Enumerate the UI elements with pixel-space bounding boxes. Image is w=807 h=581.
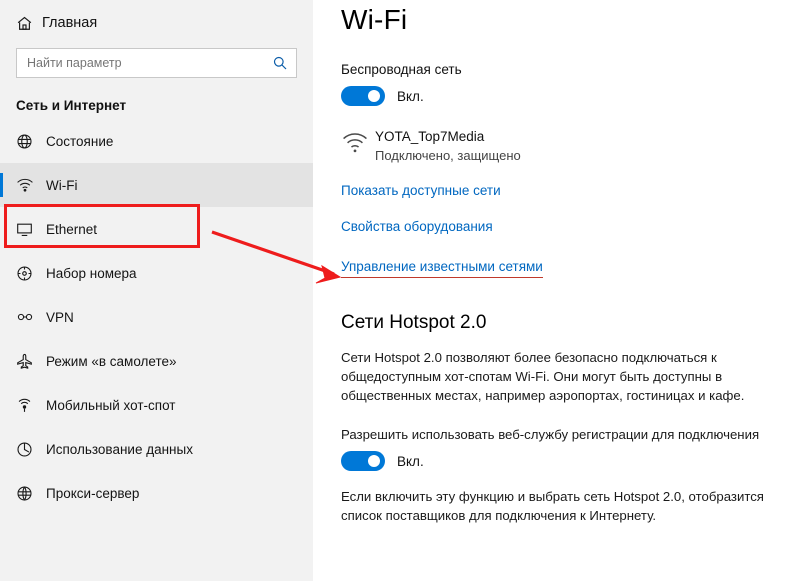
sidebar-item-label: Ethernet [46, 221, 98, 237]
search-container [16, 48, 297, 78]
wireless-toggle-row [341, 86, 807, 106]
search-box[interactable] [16, 48, 297, 78]
show-available-networks-link[interactable]: Показать доступные сети [341, 183, 501, 198]
hotspot-toggle-state: Вкл. [397, 453, 424, 469]
network-name: YOTA_Top7Media [375, 129, 485, 144]
sidebar-item-label: Прокси-сервер [46, 485, 140, 501]
wifi-icon [16, 177, 46, 193]
hotspot-paragraph-1: Сети Hotspot 2.0 позволяют более безопасно подключаться к общедоступным хот-спотам Wi-Fi. Они могут быть доступны в общественных местах, например аэропортах, гостиницах и кафе. [341, 350, 745, 403]
home-icon [16, 15, 42, 32]
wireless-toggle-state: Вкл. [397, 88, 424, 104]
show-available-networks-row [341, 182, 807, 200]
manage-known-networks-row [341, 258, 807, 278]
data-usage-icon [16, 441, 46, 458]
wireless-network-label: Беспроводная сеть [341, 62, 462, 77]
page-title: Wi-Fi [341, 4, 408, 35]
sidebar-home-label: Главная [42, 15, 98, 31]
toggle-knob [368, 455, 380, 467]
wifi-signal-icon [341, 131, 375, 160]
sidebar-item-label: VPN [46, 309, 74, 325]
hotspot-section-heading: Сети Hotspot 2.0 [341, 312, 487, 333]
sidebar-item-airplane-mode[interactable] [0, 339, 313, 383]
sidebar-item-proxy[interactable] [0, 471, 313, 515]
sidebar-item-home[interactable] [0, 6, 313, 40]
hotspot-permission-toggle[interactable] [341, 451, 385, 471]
sidebar-item-label: Мобильный хот-спот [46, 397, 176, 413]
manage-known-networks-link[interactable]: Управление известными сетями [341, 259, 543, 278]
sidebar-item-label: Wi-Fi [46, 177, 78, 193]
sidebar-item-ethernet[interactable] [0, 207, 313, 251]
airplane-icon [16, 353, 46, 370]
sidebar-item-label: Состояние [46, 133, 114, 149]
hardware-properties-row [341, 218, 807, 236]
sidebar-section-title: Сеть и Интернет [16, 98, 127, 113]
sidebar-item-data-usage[interactable] [0, 427, 313, 471]
sidebar-item-label: Набор номера [46, 265, 137, 281]
proxy-icon [16, 485, 46, 502]
sidebar-item-label: Режим «в самолете» [46, 353, 177, 369]
main-content [313, 0, 807, 581]
ethernet-icon [16, 221, 46, 238]
network-text-block [375, 128, 521, 164]
toggle-knob [368, 90, 380, 102]
sidebar-nav-list [0, 119, 313, 515]
sidebar-item-wifi[interactable] [0, 163, 313, 207]
hardware-properties-link[interactable]: Свойства оборудования [341, 219, 493, 234]
hotspot-permission-label: Разрешить использовать веб-службу регистрации для подключения [341, 427, 760, 442]
sidebar-item-vpn[interactable] [0, 295, 313, 339]
search-input[interactable] [25, 55, 272, 71]
sidebar-item-status[interactable] [0, 119, 313, 163]
network-status: Подключено, защищено [375, 148, 521, 163]
hotspot-paragraph-2: Если включить эту функцию и выбрать сеть Hotspot 2.0, отобразится список поставщиков для подключения к Интернету. [341, 489, 764, 523]
vpn-icon [16, 309, 46, 325]
connected-network [341, 128, 807, 164]
hotspot-toggle-row [341, 451, 807, 471]
sidebar-item-label: Использование данных [46, 441, 193, 457]
sidebar [0, 0, 313, 581]
search-icon[interactable] [272, 55, 288, 71]
sidebar-item-dialup[interactable] [0, 251, 313, 295]
hotspot-icon [16, 397, 46, 414]
sidebar-item-mobile-hotspot[interactable] [0, 383, 313, 427]
dialup-icon [16, 265, 46, 282]
globe-icon [16, 133, 46, 150]
wireless-toggle[interactable] [341, 86, 385, 106]
